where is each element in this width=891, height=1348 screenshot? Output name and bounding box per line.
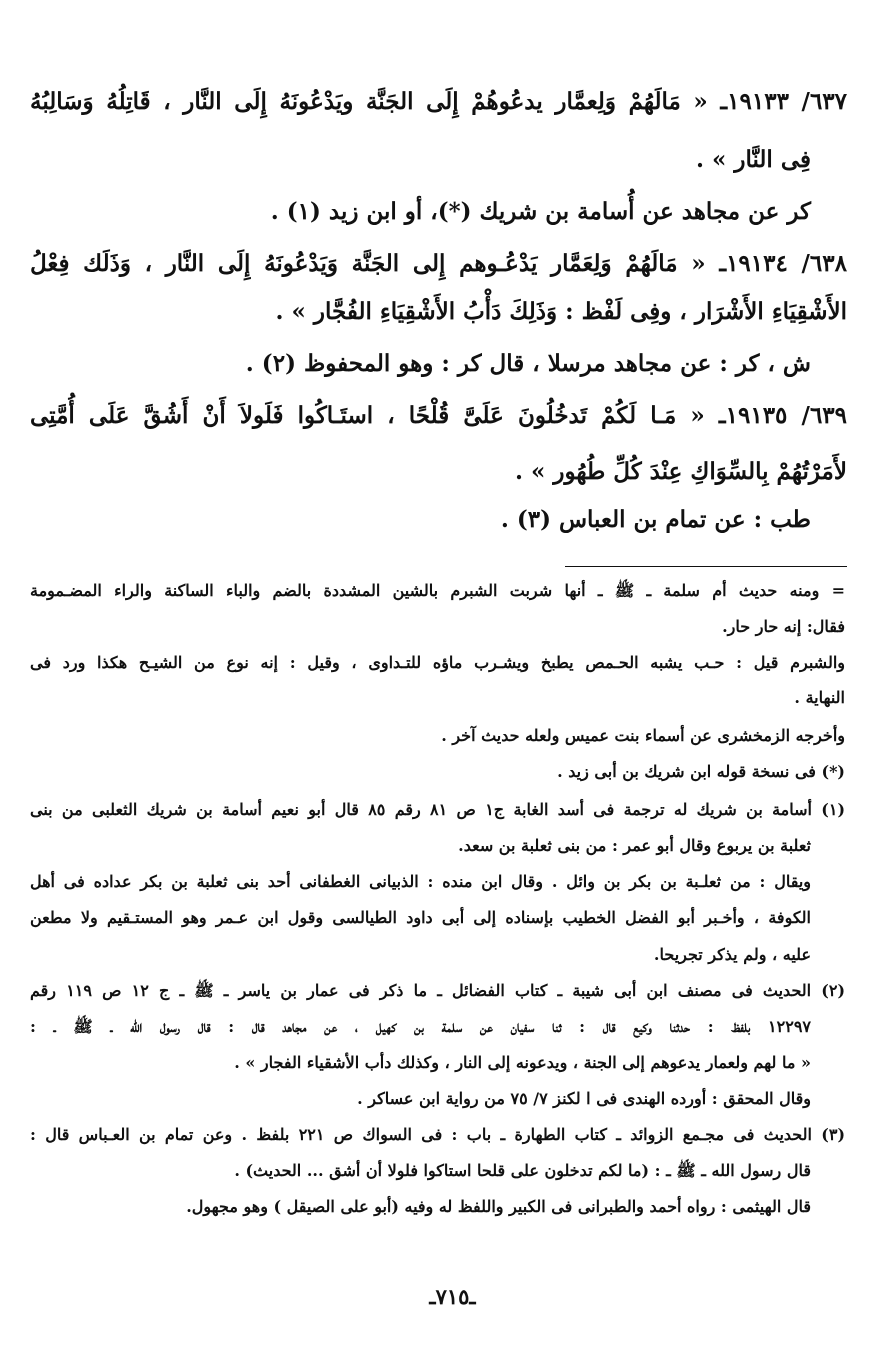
hadith-639-line-1: ٦٣٩/ ١٩١٣٥ـ « مَـا لَكُمْ تَدخُلُونَ عَلَىَّ قُلْحًا ، استَـاكُوا فَلَولاَ أَنْ أَشُقَّ عَلَى أُمَّتِى <box>30 402 847 429</box>
footnote-star: (*) فى نسخة قوله ابن شريك بن أبى زيد . <box>557 762 845 781</box>
hadith-639-line-2: لأَمَرْتُهُمْ بِالسِّوَاكِ عِنْدَ كُلِّ طُهُور » . <box>514 458 847 485</box>
footnote-prev-line-5: وأخرجه الزمخشرى عن أسماء بنت عميس ولعله حديث آخر . <box>441 726 845 745</box>
footnote-1-line-5: عليه ، ولم يذكر تجريحا. <box>653 945 811 964</box>
page-number: ـ٧١٥ـ <box>429 1284 476 1309</box>
hadith-637-line-1: ٦٣٧/ ١٩١٣٣ـ « مَالَهُمْ وَلِعمَّار يدعُوهُمْ إِلَى الجَنَّة ويَدْعُونَهُ إِلَى النَّار ، قَاتِلُهُ وَسَالِبُهُ <box>30 88 847 115</box>
footnote-3-line-1: (٣) الحديث فى مجـمع الزوائد ـ كتاب الطهارة ـ باب : فى السواك ص ٢٢١ بلفظ . وعن تمام بن العـباس قال : <box>30 1125 846 1144</box>
footnote-3-line-2: قال رسول الله ـ ﷺ ـ : (ما لكم تدخلون على قلحا استاكوا فلولا أن أشق ... الحديث) . <box>234 1161 811 1180</box>
footnote-prev-line-2: فقال: إنه حار حار. <box>722 617 845 636</box>
footnote-1-line-3: ويقال : من ثعلـبة بن بكر بن وائل . وقال ابن منده : الذبيانى الغطفانى أحد بنى ثعلبة بن بكر عداده فى أهل <box>30 872 811 891</box>
footnote-2-line-1: (٢) الحديث فى مصنف ابن أبى شيبة ـ كتاب الفضائل ـ ما ذكر فى عمار بن ياسر ـ ﷺ ـ ج ١٢ ص ١١٩ رقم <box>30 981 846 1000</box>
hadith-637-line-2: فِى النَّار » . <box>695 146 811 173</box>
footnote-prev-line-1: = ومنه حديث أم سلمة ـ ﷺ ـ أنها شربت الشبرم بالشين المشددة بالضم والباء الساكنة والراء المضـمومة <box>30 581 845 600</box>
footnote-prev-line-4: النهاية . <box>794 688 845 707</box>
hadith-638-source: ش ، كر : عن مجاهد مرسلا ، قال كر : وهو المحفوظ (٢) . <box>245 350 811 377</box>
footnote-prev-line-3: والشبرم قيل : حـب يشبه الحـمص يطبخ ويشـرب ماؤه للتـداوى ، وقيل : إنه نوع من الشيـح هكذا ورد فى <box>30 653 845 672</box>
footnote-1-line-2: ثعلبة بن يربوع وقال أبو عمر : من بنى ثعلبة بن سعد. <box>458 836 811 855</box>
footnote-divider <box>565 566 847 567</box>
footnote-2-line-2: ١٢٢٩٧ بلفظ : حدثنا وكيع قال : ثنا سفيان عن سلمة بن كهيل ، عن مجاهد قال : قال رسول الله ـ ﷺ ـ : <box>30 1017 811 1036</box>
footnote-1-line-1: (١) أسامة بن شريك له ترجمة فى أسد الغابة ج١ ص ٨١ رقم ٨٥ قال أبو نعيم أسامة بن شريك الثعلبى من بنى <box>30 800 846 819</box>
footnote-2-line-4: وقال المحقق : أورده الهندى فى ا لكنز ٧/ ٧٥ من رواية ابن عساكر . <box>357 1089 811 1108</box>
footnote-1-line-4: الكوفة ، وأخـبر أبو الفضل الخطيب بإسناده إلى أبى داود الطيالسى وقول ابن عـمر وهو المستـقيم ولا مطعن <box>30 908 811 927</box>
hadith-638-line-2: الأَشْقِيَاءِ الأَشْرَار ، وفِى لَفْظ : وَذَلِكَ دَأْبُ الأَشْقِيَاءِ الفُجَّار » . <box>275 298 847 325</box>
footnote-3-line-3: قال الهيثمى : رواه أحمد والطبرانى فى الكبير واللفظ له وفيه (أبو على الصيقل ) وهو مجهول. <box>186 1197 811 1216</box>
hadith-637-source: كر عن مجاهد عن أُسامة بن شريك (*)، أو ابن زيد (١) . <box>270 198 811 225</box>
hadith-639-source: طب : عن تمام بن العباس (٣) . <box>500 506 811 533</box>
footnote-2-line-3: « ما لهم ولعمار يدعوهم إلى الجنة ، ويدعونه إلى النار ، وكذلك دأب الأشقياء الفجار » . <box>234 1053 811 1072</box>
hadith-638-line-1: ٦٣٨/ ١٩١٣٤ـ « مَالَهُمْ وَلِعَمَّار يَدْعُـوهم إِلى الجَنَّة وَيَدْعُونَهُ إِلَى النَّار ، وَذَلَك فِعْلُ <box>30 250 847 277</box>
